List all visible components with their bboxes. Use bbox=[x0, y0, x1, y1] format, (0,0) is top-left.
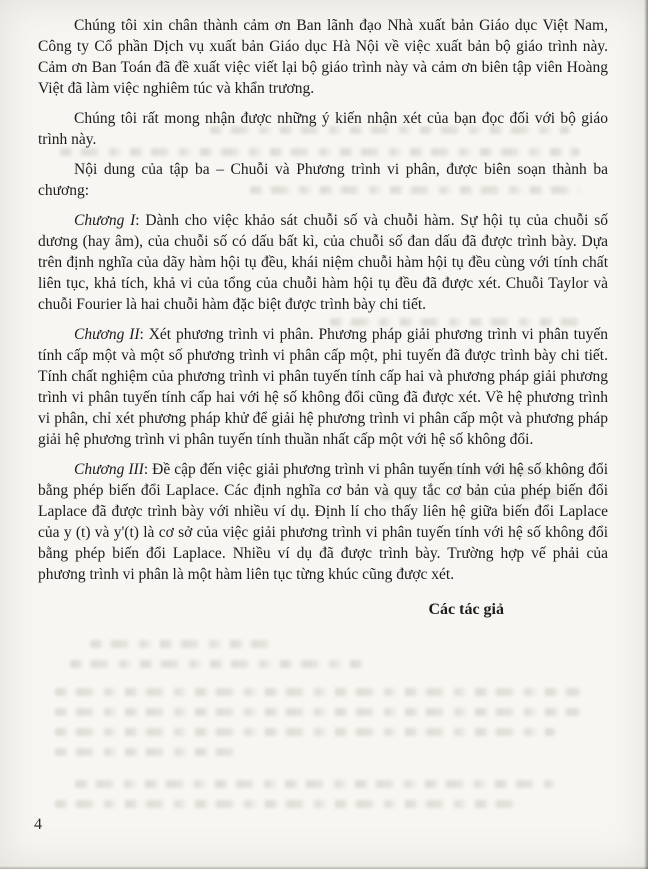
chapter-3-label: Chương III bbox=[74, 461, 144, 478]
paragraph-feedback-request: Chúng tôi rất mong nhận được những ý kiến nhận xét của bạn đọc đối với bộ giáo trình này. bbox=[38, 110, 608, 148]
paragraph-chapter-1 bbox=[38, 201, 608, 315]
paragraph-chapter-3 bbox=[38, 450, 608, 585]
page-bleedthrough bbox=[55, 688, 580, 696]
chapter-1-label: Chương I bbox=[74, 212, 136, 229]
page-bleedthrough bbox=[55, 728, 555, 736]
page-bleedthrough bbox=[55, 708, 580, 716]
authors-signature: Các tác giả bbox=[428, 601, 504, 618]
scan-edge-shadow-right bbox=[644, 0, 648, 869]
paragraph-acknowledgements: Chúng tôi xin chân thành cảm ơn Ban lãnh đạo Nhà xuất bản Giáo dục Việt Nam, Công ty Cổ phần Dịch vụ xuất bản Giáo dục Hà Nội về việc xuất bản bộ giáo trình này. Cảm ơn Ban Toán đã đề xuất việc viết lại bộ giáo trình này và cảm ơn biên tập viên Hoàng Việt đã làm việc nghiêm túc và khẩn trương. bbox=[38, 17, 608, 97]
paragraph-chapter-2 bbox=[38, 315, 608, 450]
page-bleedthrough bbox=[55, 800, 515, 808]
chapter-2-label: Chương II bbox=[74, 326, 140, 343]
page-bleedthrough bbox=[55, 748, 235, 756]
page-bleedthrough bbox=[75, 780, 555, 788]
chapter-3-body: : Đề cập đến việc giải phương trình vi phân tuyến tính với hệ số không đổi bằng phép biến đổi Laplace. Các định nghĩa cơ bản và quy tắc cơ bản của phép biến đổi Laplace đã được trình bày với nhiều ví dụ. Định lí cho thấy liên hệ giữa biến đổi Laplace của y (t) và y'(t) là cơ sở của việc giải phương trình vi phân tuyến tính với hệ số không đổi bằng phép biến đổi Laplace. Nhiều ví dụ đã được trình bày. Trường hợp vế phải của phương trình vi phân là một hàm liên tục từng khúc cũng được xét. bbox=[38, 461, 608, 583]
page-bleedthrough bbox=[90, 640, 270, 648]
paragraph-volume-contents: Nội dung của tập ba – Chuỗi và Phương trình vi phân, được biên soạn thành ba chương: bbox=[38, 161, 608, 199]
page-content bbox=[38, 6, 608, 620]
page-bleedthrough bbox=[70, 660, 370, 668]
chapter-1-body: : Dành cho việc khảo sát chuỗi số và chuỗi hàm. Sự hội tụ của chuỗi số dương (hay âm), của chuỗi số có dấu bất kì, của chuỗi số đan dấu đã được trình bày. Dựa trên định nghĩa của dãy hàm hội tụ đều, khái niệm chuỗi hàm hội tụ đều cùng với tính chất liên tục, khả tích, khả vi của tổng của chuỗi hàm hội tụ đều đã được xét. Chuỗi Taylor và chuỗi Fourier là hai chuỗi hàm đặc biệt được trình bày chi tiết. bbox=[38, 212, 608, 313]
page-number: 4 bbox=[34, 816, 42, 833]
chapter-2-body: : Xét phương trình vi phân. Phương pháp giải phương trình vi phân tuyến tính cấp một và một số phương trình vi phân cấp một, phi tuyến đã được trình bày chi tiết. Tính chất nghiệm của phương trình vi phân tuyến tính cấp hai và phương pháp giải phương trình vi phân tuyến tính cấp hai với hệ số không đổi cũng đã được xét. Về hệ phương trình vi phân, chỉ xét phương pháp khử để giải hệ phương trình vi phân cấp một và phương pháp giải hệ phương trình vi phân tuyến tính thuần nhất cấp một với hệ số không đổi. bbox=[38, 326, 609, 448]
